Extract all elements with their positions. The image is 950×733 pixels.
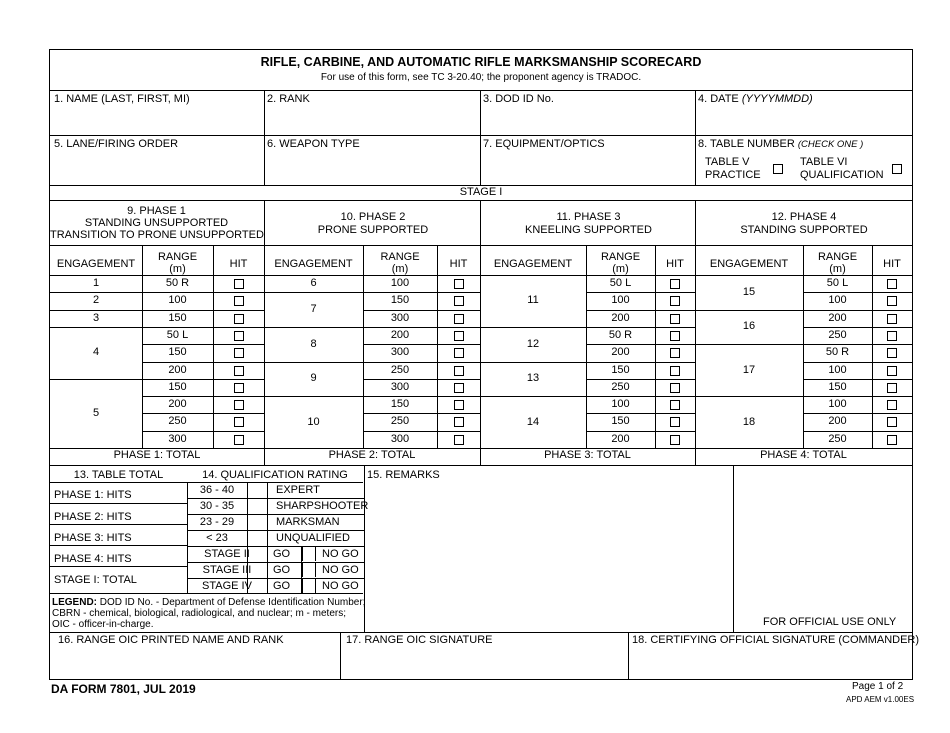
rating-name: UNQUALIFIED bbox=[276, 532, 350, 544]
dodid-label: 3. DOD ID No. bbox=[483, 93, 554, 105]
rating-name: SHARPSHOOTER bbox=[276, 500, 369, 512]
engagement-number: 12 bbox=[526, 337, 540, 350]
hit-checkbox[interactable] bbox=[670, 314, 680, 324]
legend-text: DOD ID No. - Department of Defense Identification Number; bbox=[97, 597, 366, 608]
range-value: 200 bbox=[611, 346, 630, 359]
range-value: 50 L bbox=[609, 277, 632, 289]
rule-line bbox=[733, 465, 734, 632]
range-value: 150 bbox=[611, 363, 630, 376]
official-use: FOR OFFICIAL USE ONLY bbox=[763, 616, 897, 628]
hit-checkbox[interactable] bbox=[454, 400, 464, 410]
range-value: 250 bbox=[390, 415, 410, 428]
table-number-label bbox=[698, 138, 863, 151]
range-value: 300 bbox=[168, 432, 187, 445]
range-value: 200 bbox=[390, 328, 410, 341]
range-value: 150 bbox=[390, 398, 410, 411]
go-label: GO bbox=[273, 564, 291, 576]
remarks-label: 15. REMARKS bbox=[367, 469, 440, 481]
range-unit-header: (m) bbox=[829, 263, 846, 275]
rule-line bbox=[50, 135, 912, 136]
hit-checkbox[interactable] bbox=[454, 383, 464, 393]
rule-line bbox=[264, 90, 265, 185]
hit-checkbox[interactable] bbox=[670, 331, 680, 341]
hit-checkbox[interactable] bbox=[887, 314, 897, 324]
rank-field[interactable] bbox=[266, 106, 480, 134]
hit-header: HIT bbox=[449, 258, 468, 270]
range-value: 200 bbox=[828, 415, 847, 428]
rule-line bbox=[340, 632, 341, 679]
nogo-label: NO GO bbox=[322, 564, 359, 576]
table-number-text: 8. TABLE NUMBER bbox=[698, 138, 795, 150]
rule-line bbox=[872, 245, 873, 448]
range-value: 300 bbox=[390, 311, 410, 324]
form-id: DA FORM 7801, JUL 2019 bbox=[51, 682, 196, 696]
go-label: GO bbox=[273, 580, 291, 592]
hit-checkbox[interactable] bbox=[670, 400, 680, 410]
range-value: 200 bbox=[828, 311, 847, 324]
rating-range: 23 - 29 bbox=[199, 516, 235, 528]
rule-line bbox=[50, 482, 363, 483]
engagement-number: 13 bbox=[526, 372, 540, 385]
rule-line bbox=[480, 90, 481, 185]
engagement-number: 16 bbox=[742, 320, 756, 333]
hit-checkbox[interactable] bbox=[887, 296, 897, 306]
lane-label: 5. LANE/FIRING ORDER bbox=[54, 138, 179, 150]
engagement-number: 9 bbox=[310, 372, 317, 385]
hit-checkbox[interactable] bbox=[454, 348, 464, 358]
engagement-number: 8 bbox=[310, 337, 317, 350]
engagement-number: 14 bbox=[526, 415, 540, 428]
hit-checkbox[interactable] bbox=[234, 366, 244, 376]
hit-checkbox[interactable] bbox=[887, 435, 897, 445]
phase4-line1: 12. PHASE 4 bbox=[771, 211, 837, 223]
stage-name: STAGE III bbox=[202, 564, 252, 576]
table-vi-checkbox[interactable] bbox=[892, 164, 902, 174]
engagement-number: 11 bbox=[527, 294, 539, 307]
rating-checkbox[interactable] bbox=[248, 531, 266, 545]
weapon-field[interactable] bbox=[266, 151, 480, 184]
hit-checkbox[interactable] bbox=[234, 435, 244, 445]
rule-line bbox=[50, 90, 912, 91]
oic-name-field[interactable] bbox=[51, 648, 340, 678]
range-unit-header: (m) bbox=[169, 263, 186, 275]
range-value: 50 R bbox=[825, 346, 850, 359]
phase3-line2: KNEELING SUPPORTED bbox=[525, 224, 652, 236]
oic-signature-label: 17. RANGE OIC SIGNATURE bbox=[346, 634, 493, 646]
date-field[interactable] bbox=[697, 106, 911, 134]
engagement-number: 1 bbox=[92, 277, 100, 290]
phase2-line2: PRONE SUPPORTED bbox=[317, 224, 429, 236]
hit-checkbox[interactable] bbox=[234, 331, 244, 341]
phase-total-label: PHASE 3: TOTAL bbox=[544, 449, 631, 461]
range-value: 200 bbox=[168, 398, 187, 411]
rating-checkbox[interactable] bbox=[248, 515, 266, 529]
date-label bbox=[698, 93, 813, 106]
engagement-header: ENGAGEMENT bbox=[56, 258, 136, 270]
range-value: 150 bbox=[168, 311, 187, 324]
rule-line bbox=[187, 546, 364, 547]
range-value: 50 R bbox=[608, 328, 633, 341]
table-v-checkbox[interactable] bbox=[773, 164, 783, 174]
rule-line bbox=[695, 90, 696, 185]
phase1-line2: STANDING UNSUPPORTED bbox=[84, 217, 229, 229]
form-subtitle: For use of this form, see TC 3-20.40; the proponent agency is TRADOC. bbox=[320, 72, 642, 83]
rule-line bbox=[628, 632, 629, 679]
rule-line bbox=[50, 593, 363, 594]
stage-name: STAGE II bbox=[204, 548, 250, 560]
range-value: 100 bbox=[828, 294, 847, 307]
table-total-row: PHASE 4: HITS bbox=[54, 553, 132, 565]
rule-line bbox=[50, 524, 187, 525]
date-label-text: 4. DATE bbox=[698, 93, 739, 105]
table-total-row: PHASE 3: HITS bbox=[54, 532, 132, 544]
range-value: 200 bbox=[168, 363, 187, 376]
hit-checkbox[interactable] bbox=[234, 400, 244, 410]
hit-checkbox[interactable] bbox=[670, 435, 680, 445]
rating-range: < 23 bbox=[206, 532, 228, 544]
range-value: 300 bbox=[390, 432, 410, 445]
rule-line bbox=[50, 245, 912, 246]
equipment-label: 7. EQUIPMENT/OPTICS bbox=[483, 138, 605, 150]
range-header: RANGE bbox=[380, 251, 420, 263]
nogo-label: NO GO bbox=[322, 580, 359, 592]
date-hint: (YYYYMMDD) bbox=[741, 93, 813, 105]
table-vi-line2: QUALIFICATION bbox=[800, 169, 884, 181]
rule-line bbox=[187, 514, 364, 515]
name-label: 1. NAME (LAST, FIRST, MI) bbox=[54, 93, 190, 105]
range-value: 200 bbox=[611, 432, 630, 445]
form-version: APD AEM v1.00ES bbox=[846, 695, 915, 704]
table-total-label: 13. TABLE TOTAL bbox=[73, 469, 164, 481]
phase3-line1: 11. PHASE 3 bbox=[556, 211, 621, 223]
rule-line bbox=[50, 465, 912, 466]
legend-title: LEGEND: bbox=[52, 597, 97, 608]
hit-checkbox[interactable] bbox=[234, 383, 244, 393]
table-number-hint: (CHECK ONE ) bbox=[797, 139, 864, 150]
phase1-line1: 9. PHASE 1 bbox=[127, 205, 186, 217]
range-value: 150 bbox=[828, 380, 847, 393]
hit-checkbox[interactable] bbox=[887, 417, 897, 427]
rule-line bbox=[187, 578, 364, 579]
rating-checkbox[interactable] bbox=[248, 499, 266, 513]
equipment-field[interactable] bbox=[482, 151, 694, 184]
engagement-number: 3 bbox=[92, 311, 100, 324]
hit-checkbox[interactable] bbox=[234, 348, 244, 358]
oic-signature-field[interactable] bbox=[343, 648, 628, 678]
hit-checkbox[interactable] bbox=[887, 279, 897, 289]
range-header: RANGE bbox=[157, 251, 198, 263]
table-total-row: STAGE I: TOTAL bbox=[54, 574, 137, 586]
hit-checkbox[interactable] bbox=[670, 279, 680, 289]
range-value: 150 bbox=[611, 415, 630, 428]
rating-name: EXPERT bbox=[276, 484, 320, 496]
lane-field[interactable] bbox=[51, 151, 263, 184]
go-checkbox[interactable] bbox=[302, 563, 316, 577]
hit-checkbox[interactable] bbox=[887, 331, 897, 341]
range-value: 100 bbox=[168, 294, 187, 307]
phase1-line3: TRANSITION TO PRONE UNSUPPORTED bbox=[50, 229, 264, 241]
engagement-number: 15 bbox=[742, 285, 756, 298]
rule-line bbox=[655, 245, 656, 448]
table-vi-line1: TABLE VI bbox=[800, 156, 848, 168]
rule-line bbox=[50, 545, 187, 546]
remarks-field[interactable] bbox=[364, 482, 694, 632]
engagement-header: ENGAGEMENT bbox=[709, 258, 789, 270]
range-value: 100 bbox=[828, 398, 847, 411]
rule-line bbox=[50, 200, 912, 201]
engagement-number: 5 bbox=[92, 406, 100, 419]
engagement-number: 10 bbox=[307, 415, 320, 428]
range-value: 150 bbox=[168, 380, 187, 393]
engagement-number: 6 bbox=[310, 277, 317, 290]
engagement-header: ENGAGEMENT bbox=[493, 258, 573, 270]
phase2-line1: 10. PHASE 2 bbox=[340, 211, 406, 223]
hit-checkbox[interactable] bbox=[887, 348, 897, 358]
range-value: 100 bbox=[611, 294, 630, 307]
engagement-number: 2 bbox=[92, 294, 100, 307]
rating-range: 30 - 35 bbox=[199, 500, 235, 512]
range-value: 50 R bbox=[165, 277, 190, 289]
engagement-number: 18 bbox=[742, 415, 756, 428]
hit-checkbox[interactable] bbox=[454, 314, 464, 324]
rule-line bbox=[187, 530, 364, 531]
weapon-label: 6. WEAPON TYPE bbox=[267, 138, 360, 150]
range-value: 250 bbox=[611, 380, 630, 393]
hit-header: HIT bbox=[666, 258, 684, 270]
phase-total-label: PHASE 4: TOTAL bbox=[760, 449, 847, 461]
name-field[interactable] bbox=[51, 106, 263, 134]
hit-checkbox[interactable] bbox=[887, 366, 897, 376]
hit-checkbox[interactable] bbox=[454, 417, 464, 427]
range-value: 300 bbox=[390, 346, 410, 359]
hit-header: HIT bbox=[883, 258, 901, 270]
hit-checkbox[interactable] bbox=[670, 348, 680, 358]
hit-checkbox[interactable] bbox=[887, 383, 897, 393]
rule-line bbox=[50, 566, 187, 567]
rank-label: 2. RANK bbox=[267, 93, 310, 105]
go-label: GO bbox=[273, 548, 291, 560]
dodid-field[interactable] bbox=[482, 106, 694, 134]
hit-checkbox[interactable] bbox=[670, 366, 680, 376]
range-value: 250 bbox=[168, 415, 187, 428]
range-value: 50 L bbox=[826, 277, 849, 289]
table-v-line1: TABLE V bbox=[705, 156, 750, 168]
hit-checkbox[interactable] bbox=[454, 296, 464, 306]
engagement-number: 17 bbox=[742, 363, 756, 376]
certifying-label: 18. CERTIFYING OFFICIAL SIGNATURE (COMMANDER) bbox=[632, 634, 920, 646]
qualification-label: 14. QUALIFICATION RATING bbox=[202, 469, 348, 481]
legend-line2: CBRN - chemical, biological, radiological, and nuclear; m - meters; bbox=[52, 608, 347, 619]
hit-checkbox[interactable] bbox=[454, 331, 464, 341]
range-value: 50 L bbox=[166, 328, 189, 341]
phase4-line2: STANDING SUPPORTED bbox=[740, 224, 868, 236]
rule-line bbox=[50, 503, 187, 504]
stage-name: STAGE IV bbox=[202, 580, 252, 592]
rule-line bbox=[213, 245, 214, 448]
range-value: 100 bbox=[828, 363, 847, 376]
hit-checkbox[interactable] bbox=[234, 296, 244, 306]
hit-checkbox[interactable] bbox=[234, 279, 244, 289]
engagement-number: 7 bbox=[310, 303, 317, 316]
range-header: RANGE bbox=[817, 251, 858, 263]
rating-name: MARKSMAN bbox=[276, 516, 340, 528]
range-value: 100 bbox=[611, 398, 630, 411]
range-value: 250 bbox=[828, 328, 847, 341]
table-total-row: PHASE 1: HITS bbox=[54, 489, 132, 501]
table-total-row: PHASE 2: HITS bbox=[54, 511, 132, 523]
range-unit-header: (m) bbox=[391, 263, 409, 275]
hit-header: HIT bbox=[229, 258, 248, 270]
form-title: RIFLE, CARBINE, AND AUTOMATIC RIFLE MARKSMANSHIP SCORECARD bbox=[260, 55, 702, 69]
legend-line1 bbox=[52, 597, 365, 608]
rating-checkbox[interactable] bbox=[248, 483, 266, 497]
range-value: 250 bbox=[390, 363, 410, 376]
certifying-field[interactable] bbox=[630, 648, 910, 678]
engagement-header: ENGAGEMENT bbox=[274, 258, 353, 270]
engagement-number: 4 bbox=[92, 346, 100, 359]
go-checkbox[interactable] bbox=[302, 547, 316, 561]
range-unit-header: (m) bbox=[612, 263, 629, 275]
go-checkbox[interactable] bbox=[302, 579, 316, 593]
table-v-line2: PRACTICE bbox=[705, 169, 761, 181]
hit-checkbox[interactable] bbox=[454, 279, 464, 289]
page-number: Page 1 of 2 bbox=[852, 681, 904, 692]
hit-checkbox[interactable] bbox=[234, 417, 244, 427]
hit-checkbox[interactable] bbox=[454, 366, 464, 376]
oic-name-label: 16. RANGE OIC PRINTED NAME AND RANK bbox=[58, 634, 284, 646]
hit-checkbox[interactable] bbox=[454, 435, 464, 445]
phase-total-label: PHASE 1: TOTAL bbox=[113, 449, 201, 461]
hit-checkbox[interactable] bbox=[887, 400, 897, 410]
rule-line bbox=[187, 498, 364, 499]
range-value: 200 bbox=[611, 311, 630, 324]
range-value: 250 bbox=[828, 432, 847, 445]
phase-total-label: PHASE 2: TOTAL bbox=[328, 449, 416, 461]
scorecard-form bbox=[49, 49, 920, 680]
range-value: 100 bbox=[390, 277, 410, 289]
range-header: RANGE bbox=[600, 251, 641, 263]
rule-line bbox=[267, 482, 268, 593]
range-value: 150 bbox=[390, 294, 410, 307]
range-value: 150 bbox=[168, 346, 187, 359]
nogo-label: NO GO bbox=[322, 548, 359, 560]
range-value: 300 bbox=[390, 380, 410, 393]
hit-checkbox[interactable] bbox=[670, 296, 680, 306]
rating-range: 36 - 40 bbox=[199, 484, 235, 496]
rule-line bbox=[187, 562, 364, 563]
hit-checkbox[interactable] bbox=[234, 314, 244, 324]
rule-line bbox=[50, 632, 912, 633]
stage-label: STAGE I bbox=[459, 186, 503, 198]
hit-checkbox[interactable] bbox=[670, 383, 680, 393]
legend-line3: OIC - officer-in-charge. bbox=[52, 619, 154, 630]
rule-line bbox=[437, 245, 438, 448]
hit-checkbox[interactable] bbox=[670, 417, 680, 427]
